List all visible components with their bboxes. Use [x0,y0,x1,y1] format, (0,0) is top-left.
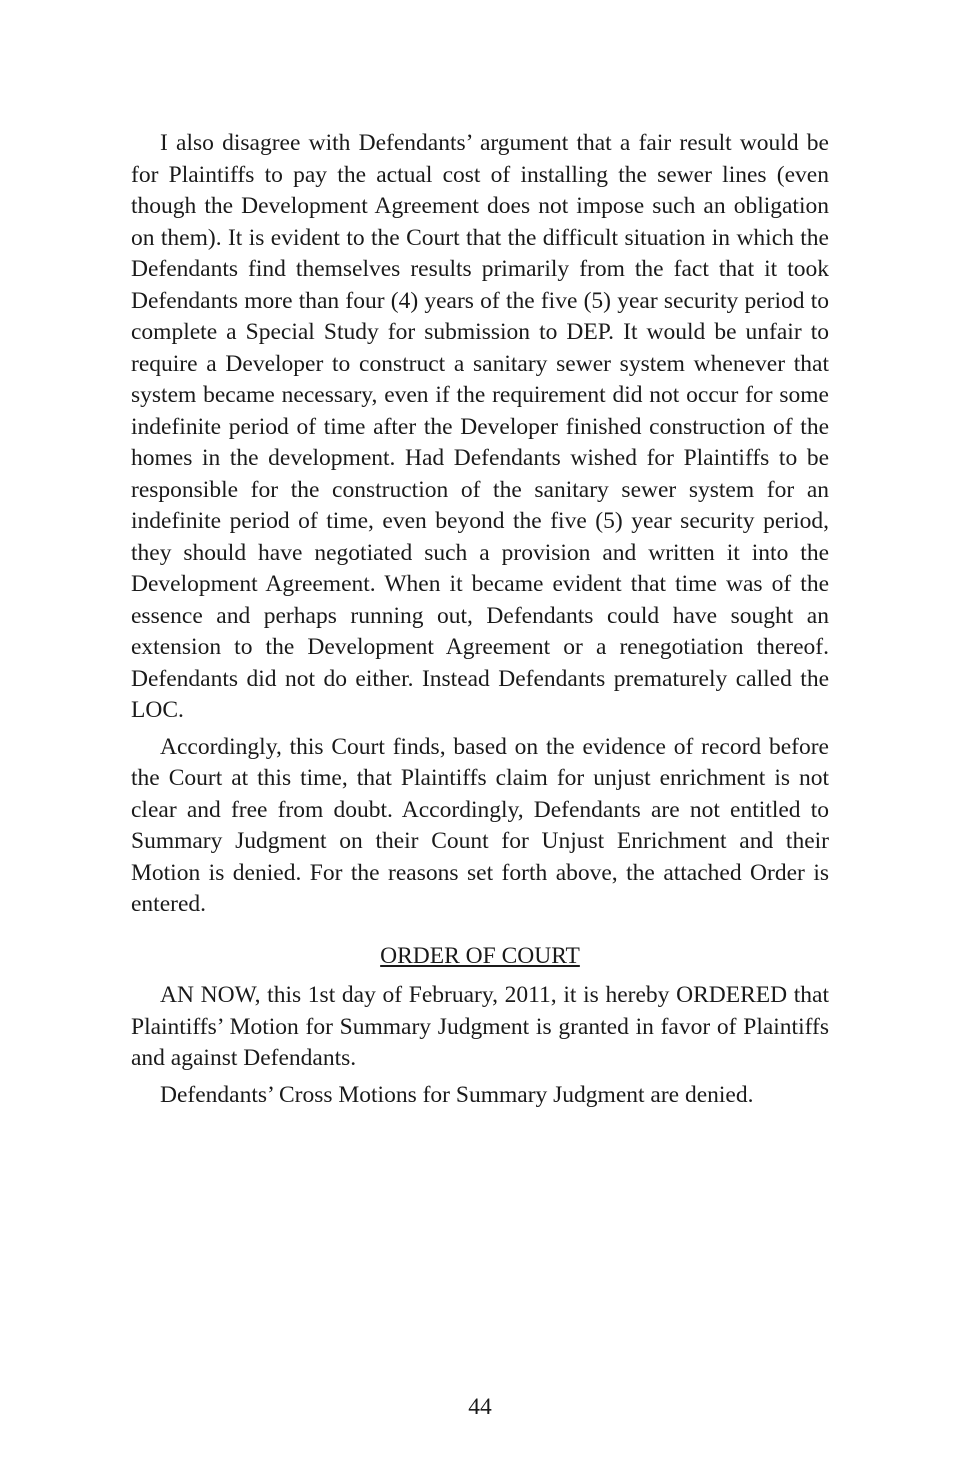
order-paragraph-denied: Defendants’ Cross Motions for Summary Judgment are denied. [160,1081,754,1108]
page-content [131,128,829,1116]
paragraph-unjust-result: I also disagree with Defendants’ argument that a fair result would be for Plaintiffs to pay the actual cost of installing the sewer lines (even though the Development Agreement does not impose such an obligation on them). It is evident to the Court that the difficult situation in which the Defendants find themselves results primarily from the fact that it took Defendants more than four (4) years of the five (5) year security period to complete a Special Study for submission to DEP. It would be unfair to require a Developer to construct a sanitary sewer system whenever that system became necessary, even if the requirement did not occur for some indefinite period of time after the Developer finished construction of the homes in the development. Had Defendants wished for Plaintiffs to be responsible for the construction of the sanitary sewer system for an indefinite period of time, even beyond the five (5) year security period, they should have negotiated such a provision and written it into the Development Agreement. When it became evident that time was of the essence and perhaps running out, Defendants could have sought an extension to the Development Agreement or a renegotiation thereof. Defendants did not do either. Instead Defendants prematurely called the LOC. [131,130,829,723]
page-number: 44 [468,1394,492,1420]
paragraph-court-finding: Accordingly, this Court finds, based on the evidence of record before the Court at this time, that Plaintiffs claim for unjust enrichment is not clear and free from doubt. Accordingly, Defendants are not entitled to Summary Judgment on their Count for Unjust Enrichment and their Motion is denied. For the reasons set forth above, the attached Order is entered. [131,733,829,917]
order-paragraph-granted: AN NOW, this 1st day of February, 2011, it is hereby ORDERED that Plaintiffs’ Motion for Summary Judgment is granted in favor of Plaintiffs and against Defendants. [131,982,829,1071]
order-heading: ORDER OF COURT [380,942,580,969]
